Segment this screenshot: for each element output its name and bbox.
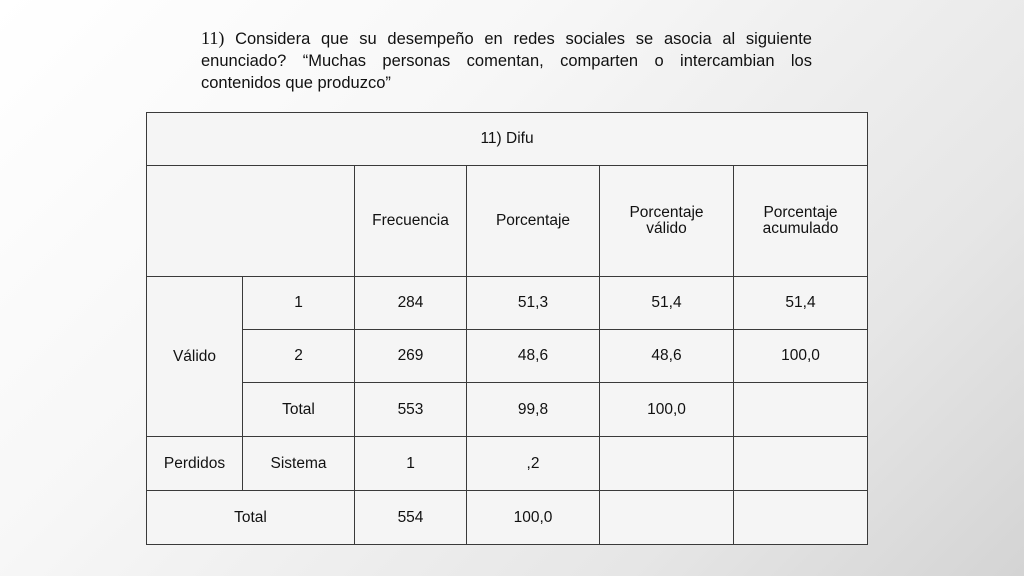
header-empty-cell [147,166,355,277]
cell-empty [600,437,734,491]
perdidos-label: Perdidos [147,437,243,491]
table-row [147,491,868,545]
cell-frecuencia: 269 [355,330,467,383]
header-frecuencia: Frecuencia [355,166,467,277]
table-row [147,277,868,330]
header-porcentaje-acumulado-line2: acumulado [762,220,839,237]
cell-empty [734,437,868,491]
frequency-table [146,112,868,545]
table-row [147,383,868,437]
header-porcentaje-acumulado [734,166,868,277]
table-header-row [147,166,868,277]
header-porcentaje-acumulado-line1: Porcentaje [763,204,838,221]
question-number: 11) [201,28,225,48]
table-title-row [147,113,868,166]
cell-porcentaje-acumulado: 51,4 [734,277,868,330]
question-text: Considera que su desempeño en redes sociales se asocia al siguiente enunciado? “Muchas personas comentan, comparten o intercambian los contenidos que produzco” [201,30,812,92]
valido-label: Válido [147,277,243,437]
cell-frecuencia: 554 [355,491,467,545]
header-porcentaje-valido-line1: Porcentaje [629,204,704,221]
header-porcentaje: Porcentaje [467,166,600,277]
table-row [147,330,868,383]
cell-porcentaje-acumulado [734,383,868,437]
cell-empty [600,491,734,545]
cell-frecuencia: 1 [355,437,467,491]
table-row [147,437,868,491]
total-label: Total [147,491,355,545]
cell-porcentaje-valido: 100,0 [600,383,734,437]
cell-frecuencia: 553 [355,383,467,437]
cell-empty [734,491,868,545]
cell-porcentaje: 99,8 [467,383,600,437]
cell-porcentaje: 51,3 [467,277,600,330]
cell-porcentaje: 48,6 [467,330,600,383]
cell-porcentaje-valido: 51,4 [600,277,734,330]
header-porcentaje-valido [600,166,734,277]
row-category: 2 [243,330,355,383]
cell-porcentaje: 100,0 [467,491,600,545]
cell-porcentaje-acumulado: 100,0 [734,330,868,383]
row-category: Sistema [243,437,355,491]
cell-frecuencia: 284 [355,277,467,330]
table-title: 11) Difu [147,113,868,166]
header-porcentaje-valido-line2: válido [646,220,687,237]
row-category: 1 [243,277,355,330]
cell-porcentaje: ,2 [467,437,600,491]
row-category: Total [243,383,355,437]
cell-porcentaje-valido: 48,6 [600,330,734,383]
question-heading [201,27,812,94]
